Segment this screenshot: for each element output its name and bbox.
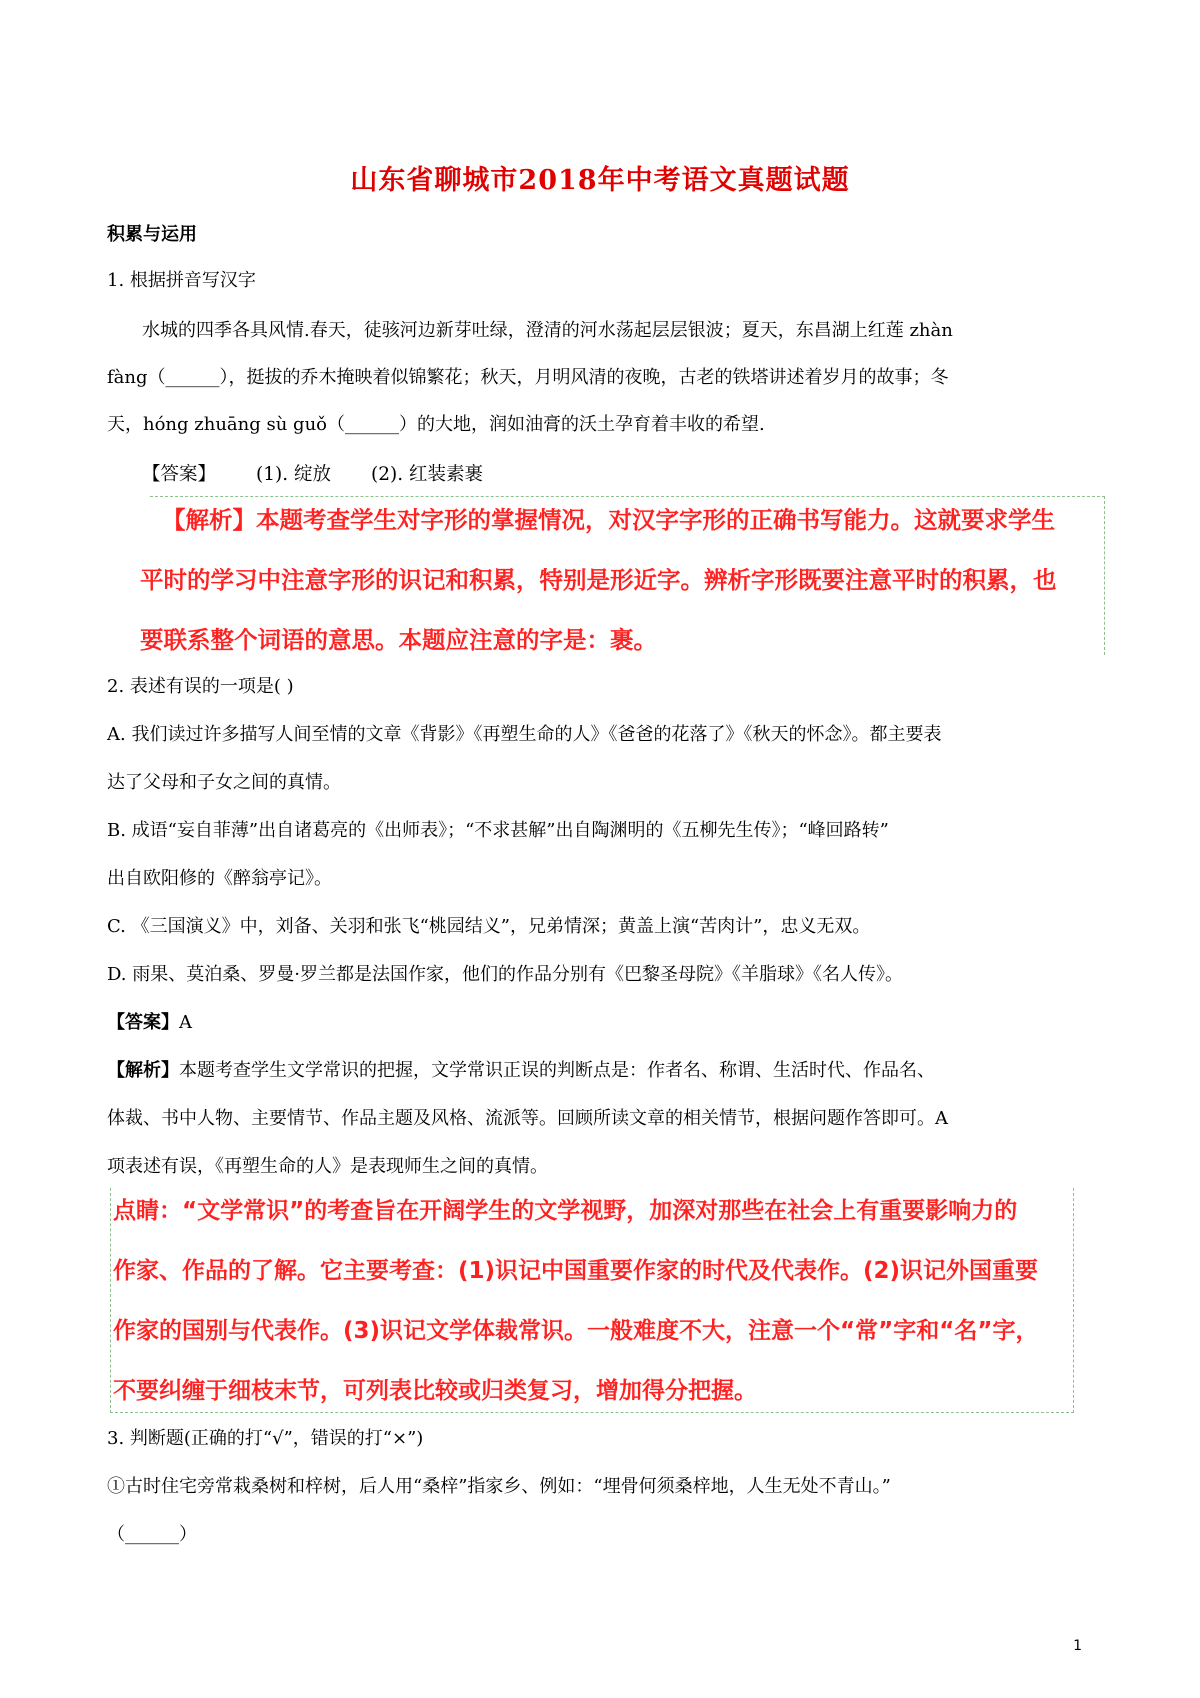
note-line: 作家的国别与代表作。(3)识记文学体裁常识。一般难度不大，注意一个“常”字和“名”字， <box>113 1318 1039 1344</box>
q2-option-b-cont: 出自欧阳修的《醉翁亭记》。 <box>107 868 332 889</box>
q2-answer <box>107 1010 192 1036</box>
section-heading: 积累与运用 <box>107 224 197 245</box>
q1-analysis-box <box>140 496 1105 655</box>
q2-option-b: B. 成语“妄自菲薄”出自诸葛亮的《出师表》；“不求甚解”出自陶渊明的《五柳先生传》；“峰回路转” <box>107 820 889 841</box>
page-title: 山东省聊城市2018年中考语文真题试题 <box>350 165 850 196</box>
analysis-line: 【解析】本题考查学生对字形的掌握情况，对汉字字形的正确书写能力。这就要求学生 <box>162 506 1055 534</box>
q2-analysis-line: 体裁、书中人物、主要情节、作品主题及风格、流派等。回顾所读文章的相关情节，根据问题作答即可。A <box>107 1108 948 1129</box>
q1-text-line: fàng（______），挺拔的乔木掩映着似锦繁花；秋天，月明风清的夜晚，古老的铁塔讲述着岁月的故事；冬 <box>107 367 949 388</box>
page-number: 1 <box>1073 1638 1082 1654</box>
q2-option-c: C. 《三国演义》中，刘备、关羽和张飞“桃园结义”，兄弟情深；黄盖上演“苦肉计”，忠义无双。 <box>107 916 871 937</box>
answer-label: 【答案】 <box>107 1012 179 1033</box>
q2-option-d: D. 雨果、莫泊桑、罗曼·罗兰都是法国作家，他们的作品分别有《巴黎圣母院》《羊脂球》《名人传》。 <box>107 964 903 985</box>
note-line: 作家、作品的了解。它主要考查：(1)识记中国重要作家的时代及代表作。(2)识记外国重要 <box>113 1258 1039 1284</box>
analysis-text: 本题考查学生文学常识的把握，文学常识正误的判断点是：作者名、称谓、生活时代、作品名、 <box>179 1060 935 1081</box>
q1-text-line: 天，hóng zhuāng sù guǒ（______）的大地，润如油膏的沃土孕育着丰收的希望. <box>107 414 765 435</box>
q2-note-box <box>110 1188 1074 1413</box>
q1-text-line: 水城的四季各具风情.春天，徒骇河边新芽吐绿，澄清的河水荡起层层银波；夏天，东昌湖上红莲 zhàn <box>142 320 953 341</box>
q2-analysis <box>107 1058 935 1084</box>
answer-label: 【答案】 <box>142 464 217 485</box>
q2-analysis-line: 项表述有误，《再塑生命的人》是表现师生之间的真情。 <box>107 1156 548 1177</box>
q2-option-a-cont: 达了父母和子女之间的真情。 <box>107 772 341 793</box>
q3-heading: 3. 判断题(正确的打“√”，错误的打“×”) <box>107 1428 424 1449</box>
q1-heading: 1. 根据拼音写汉字 <box>107 270 256 291</box>
q2-option-a: A. 我们读过许多描写人间至情的文章《背影》《再塑生命的人》《爸爸的花落了》《秋天的怀念》。都主要表 <box>107 724 942 745</box>
q2-heading: 2. 表述有误的一项是( ) <box>107 676 294 697</box>
answer-value: A <box>179 1012 192 1033</box>
analysis-line: 平时的学习中注意字形的识记和积累，特别是形近字。辨析字形既要注意平时的积累，也 <box>140 566 1057 594</box>
q3-statement: ①古时住宅旁常栽桑树和梓树，后人用“桑梓”指家乡、例如：“埋骨何须桑梓地，人生无处不青山。” <box>107 1476 891 1497</box>
note-line: 点睛：“文学常识”的考查旨在开阔学生的文学视野，加深对那些在社会上有重要影响力的 <box>113 1198 1018 1224</box>
q1-answer <box>142 462 483 488</box>
answer-item: (2). 红装素裹 <box>370 464 483 485</box>
analysis-line: 要联系整个词语的意思。本题应注意的字是：裹。 <box>140 626 657 654</box>
q3-blank: （______） <box>107 1524 197 1545</box>
analysis-label: 【解析】 <box>107 1060 179 1081</box>
note-line: 不要纠缠于细枝末节，可列表比较或归类复习，增加得分把握。 <box>113 1378 757 1404</box>
answer-item: (1). 绽放 <box>256 464 331 485</box>
